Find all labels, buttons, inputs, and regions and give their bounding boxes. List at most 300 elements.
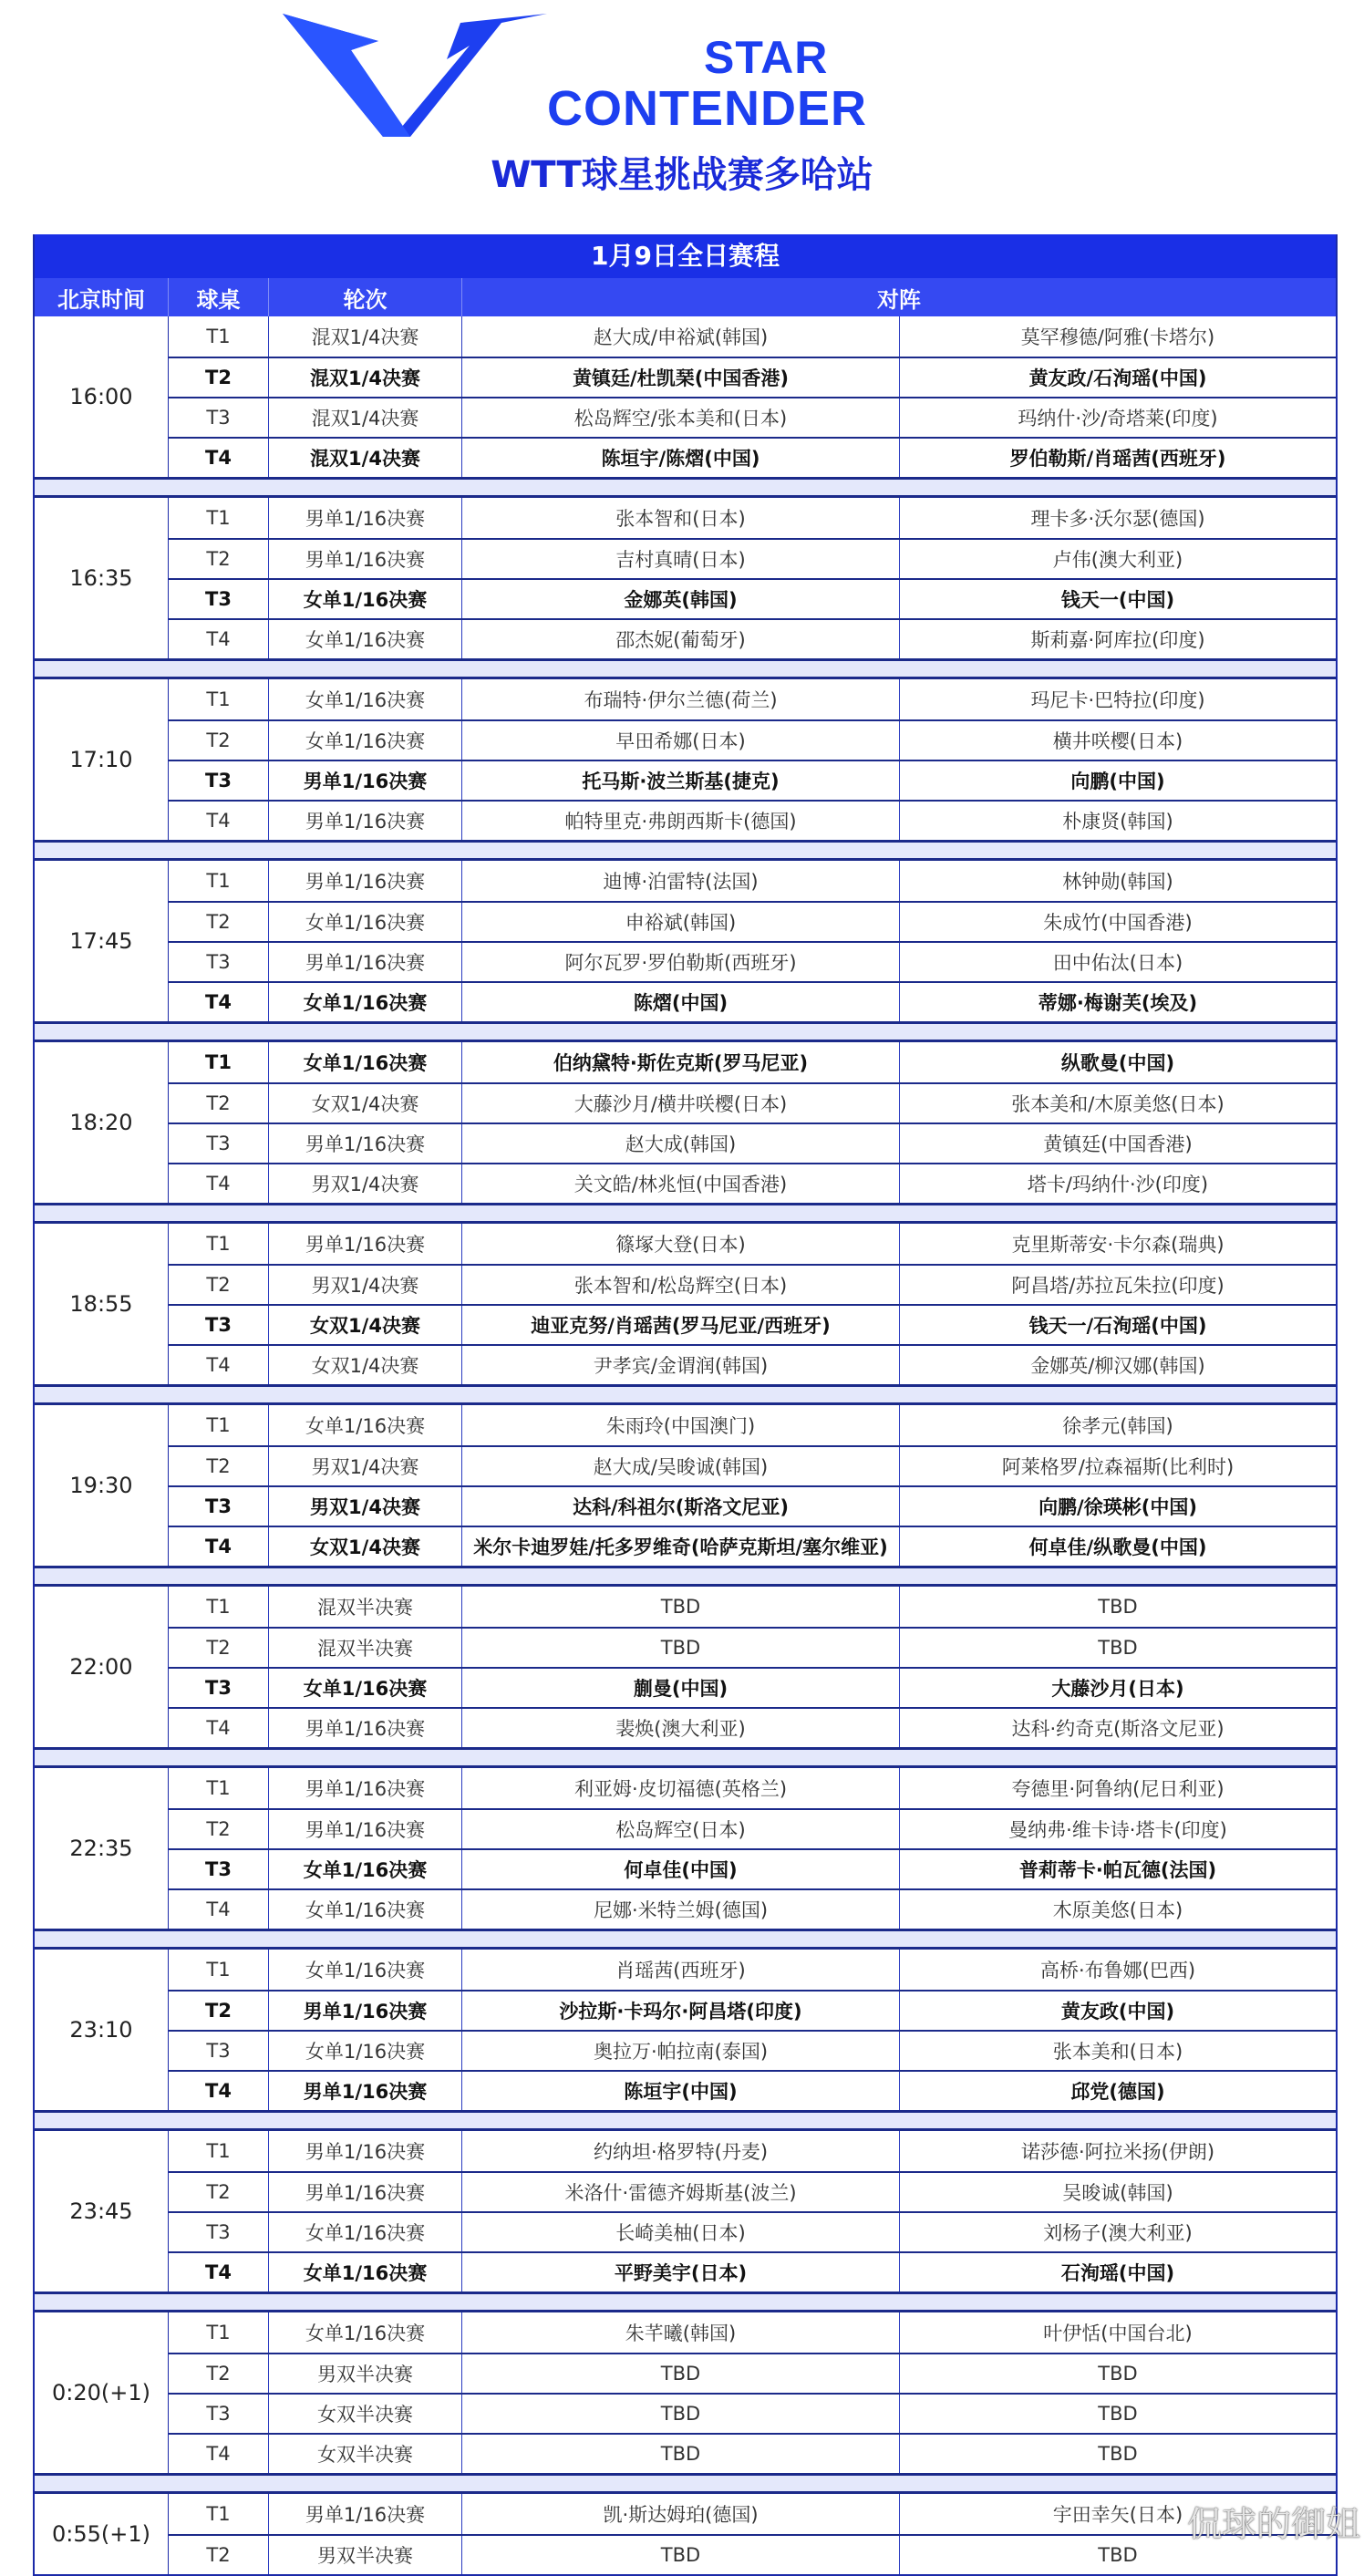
table-cell: T3 (169, 398, 269, 437)
time-group (35, 677, 1336, 840)
table-row (169, 578, 1336, 618)
time-group (35, 1221, 1336, 1384)
player1-cell: 约纳坦·格罗特(丹麦) (462, 2131, 900, 2171)
group-rows (169, 1042, 1336, 1203)
player2-cell: 纵歌曼(中国) (1060, 1052, 1175, 1074)
time-group (35, 1765, 1336, 1929)
date-title: 1月9日全日赛程 (35, 234, 1336, 278)
table-cell: T4 (169, 1346, 269, 1384)
player2-cell: 阿昌塔/苏拉瓦朱拉(印度) (1011, 1275, 1224, 1297)
player2-cell: 金娜英/柳汉娜(韩国) (1030, 1355, 1205, 1377)
player1-cell: TBD (462, 2435, 900, 2473)
group-rows (169, 316, 1336, 477)
round-cell: 男单1/16决赛 (269, 943, 462, 981)
group-rows (169, 2131, 1336, 2292)
player1-cell: 布瑞特·伊尔兰德(荷兰) (462, 679, 900, 719)
group-rows (169, 1768, 1336, 1929)
table-row (169, 1042, 1336, 1082)
table-row (169, 760, 1336, 800)
group-rows (169, 1405, 1336, 1566)
player2-cell: 横井咲樱(日本) (1052, 730, 1183, 752)
table-row (169, 2131, 1336, 2171)
player1-cell: 裴焕(澳大利亚) (462, 1709, 900, 1747)
player1-cell: TBD (462, 1587, 900, 1627)
table-cell: T4 (169, 1164, 269, 1203)
table-cell: T4 (169, 2435, 269, 2473)
table-row (169, 1163, 1336, 1203)
group-rows (169, 679, 1336, 840)
player1-cell: 陈垣宇/陈熠(中国) (462, 439, 900, 477)
table-cell: T1 (169, 498, 269, 538)
header-table: 球桌 (169, 278, 269, 316)
group-rows (169, 498, 1336, 658)
player2-cell: 叶伊恬(中国台北) (1043, 2323, 1193, 2344)
table-row (169, 2251, 1336, 2292)
group-separator (35, 2110, 1336, 2128)
watermark: 侃球的御姐 (1186, 2504, 1360, 2544)
player2-cell: 高桥·布鲁娜(巴西) (1039, 1960, 1196, 1981)
round-cell: 男单1/16决赛 (269, 2131, 462, 2171)
table-cell: T4 (169, 2253, 269, 2292)
table-cell: T1 (169, 1042, 269, 1082)
table-cell: T2 (169, 2536, 269, 2574)
player1-cell: 迪博·泊雷特(法国) (462, 861, 900, 901)
round-cell: 女单1/16决赛 (269, 1950, 462, 1990)
time-cell: 23:10 (35, 1950, 169, 2110)
player2-cell: 黄镇廷(中国香港) (1043, 1133, 1193, 1155)
table-row (169, 1587, 1336, 1627)
player1-cell: TBD (462, 1629, 900, 1667)
player1-cell: 陈熠(中国) (462, 983, 900, 1021)
table-cell: T3 (169, 2032, 269, 2070)
table-row (169, 2070, 1336, 2110)
time-group (35, 2491, 1336, 2574)
table-row (169, 1848, 1336, 1888)
player2-cell: 林钟勋(韩国) (1062, 871, 1173, 893)
header-round: 轮次 (269, 278, 462, 316)
player2-cell: 刘杨子(澳大利亚) (1043, 2222, 1193, 2244)
player2-cell: 蒂娜·梅谢芙(埃及) (1038, 992, 1198, 1014)
round-cell: 男单1/16决赛 (269, 1810, 462, 1848)
time-group (35, 1402, 1336, 1566)
player2-cell: 莫罕穆德/阿雅(卡塔尔) (1020, 326, 1215, 348)
player2-cell: 何卓佳/纵歌曼(中国) (1028, 1536, 1207, 1558)
table-cell: T3 (169, 761, 269, 800)
table-row (169, 316, 1336, 357)
table-cell: T1 (169, 679, 269, 719)
table-row (169, 397, 1336, 437)
group-separator (35, 477, 1336, 495)
group-rows (169, 1224, 1336, 1384)
time-cell: 18:20 (35, 1042, 169, 1203)
round-cell: 混双1/4决赛 (269, 439, 462, 477)
player1-cell: 米尔卡迪罗娃/托多罗维奇(哈萨克斯坦/塞尔维亚) (462, 1527, 900, 1566)
group-rows (169, 2494, 1336, 2574)
player1-cell: 何卓佳(中国) (462, 1850, 900, 1888)
table-cell: T2 (169, 2173, 269, 2211)
time-cell: 0:55(+1) (35, 2494, 169, 2574)
table-row (169, 861, 1336, 901)
time-group (35, 1584, 1336, 1747)
player2-cell: 克里斯蒂安·卡尔森(瑞典) (1011, 1234, 1224, 1256)
round-cell: 男单1/16决赛 (269, 802, 462, 840)
table-row (169, 1627, 1336, 1667)
table-row (169, 679, 1336, 719)
player2-cell: 邱党(德国) (1070, 2081, 1165, 2103)
player2-cell: 塔卡/玛纳什·沙(印度) (1027, 1174, 1209, 1195)
round-cell: 混双1/4决赛 (269, 316, 462, 357)
player1-cell: 帕特里克·弗朗西斯卡(德国) (462, 802, 900, 840)
event-title: WTT球星挑战赛多哈站 (491, 154, 873, 196)
round-cell: 女双1/4决赛 (269, 1346, 462, 1384)
logo-contender-text: CONTENDER (547, 81, 868, 136)
player2-cell: 斯莉嘉·阿库拉(印度) (1030, 629, 1205, 651)
player1-cell: 张本智和/松岛辉空(日本) (462, 1266, 900, 1304)
player2-cell: TBD (1098, 2443, 1138, 2465)
player2-cell: TBD (1098, 2403, 1138, 2425)
table-cell: T1 (169, 1950, 269, 1990)
table-row (169, 2433, 1336, 2473)
header-time: 北京时间 (35, 278, 169, 316)
player2-cell: 夸德里·阿鲁纳(尼日利亚) (1011, 1778, 1224, 1800)
round-cell: 混双半决赛 (269, 1587, 462, 1627)
round-cell: 女单1/16决赛 (269, 983, 462, 1021)
round-cell: 混双1/4决赛 (269, 398, 462, 437)
player1-cell: 托马斯·波兰斯基(捷克) (462, 761, 900, 800)
table-row (169, 1526, 1336, 1566)
group-separator (35, 1203, 1336, 1221)
player1-cell: 伯纳黛特·斯佐克斯(罗马尼亚) (462, 1042, 900, 1082)
table-cell: T3 (169, 2213, 269, 2251)
table-cell: T4 (169, 983, 269, 1021)
player1-cell: 黄镇廷/杜凯琹(中国香港) (462, 358, 900, 397)
table-row (169, 2393, 1336, 2433)
round-cell: 女单1/16决赛 (269, 580, 462, 618)
player2-cell: 钱天一/石洵瑶(中国) (1028, 1315, 1207, 1337)
player2-cell: 普莉蒂卡·帕瓦德(法国) (1018, 1859, 1217, 1881)
player1-cell: 长崎美柚(日本) (462, 2213, 900, 2251)
table-row (169, 498, 1336, 538)
table-row (169, 1405, 1336, 1445)
player2-cell: 宇田幸矢(日本) (1052, 2504, 1183, 2526)
time-cell: 23:45 (35, 2131, 169, 2292)
table-row (169, 538, 1336, 578)
round-cell: 女单1/16决赛 (269, 2213, 462, 2251)
table-cell: T4 (169, 2072, 269, 2110)
table-cell: T2 (169, 903, 269, 941)
player1-cell: 邵杰妮(葡萄牙) (462, 620, 900, 658)
player2-cell: 向鹏(中国) (1070, 771, 1165, 792)
table-row (169, 2353, 1336, 2393)
time-cell: 0:20(+1) (35, 2312, 169, 2473)
table-row (169, 1082, 1336, 1122)
player1-cell: 米洛什·雷德齐姆斯基(波兰) (462, 2173, 900, 2211)
table-cell: T1 (169, 1405, 269, 1445)
round-cell: 女双1/4决赛 (269, 1306, 462, 1344)
group-separator (35, 1929, 1336, 1947)
group-separator (35, 658, 1336, 677)
round-cell: 女单1/16决赛 (269, 903, 462, 941)
round-cell: 女单1/16决赛 (269, 721, 462, 760)
player2-cell: 徐孝元(韩国) (1062, 1415, 1173, 1437)
round-cell: 女双1/4决赛 (269, 1084, 462, 1122)
player1-cell: 早田希娜(日本) (462, 721, 900, 760)
player2-cell: 黄友政(中国) (1060, 2001, 1175, 2023)
player1-cell: 平野美宇(日本) (462, 2253, 900, 2292)
player2-cell: 理卡多·沃尔瑟(德国) (1030, 508, 1205, 530)
round-cell: 男单1/16决赛 (269, 1124, 462, 1163)
time-group (35, 858, 1336, 1021)
round-cell: 女单1/16决赛 (269, 1890, 462, 1929)
table-cell: T2 (169, 358, 269, 397)
group-separator (35, 1566, 1336, 1584)
table-row (169, 1768, 1336, 1808)
table-cell: T2 (169, 1629, 269, 1667)
player2-cell: TBD (1098, 2544, 1138, 2566)
group-rows (169, 2312, 1336, 2473)
table-row (169, 901, 1336, 941)
player1-cell: 赵大成(韩国) (462, 1124, 900, 1163)
round-cell: 男双1/4决赛 (269, 1487, 462, 1526)
round-cell: 男双1/4决赛 (269, 1266, 462, 1304)
player2-cell: 阿莱格罗/拉森福斯(比利时) (1001, 1456, 1235, 1478)
player2-cell: 罗伯勒斯/肖瑶茜(西班牙) (1009, 448, 1226, 470)
round-cell: 女单1/16决赛 (269, 2253, 462, 2292)
player1-cell: 松岛辉空(日本) (462, 1810, 900, 1848)
player1-cell: 尹孝宾/金谓润(韩国) (462, 1346, 900, 1384)
player1-cell: 朱芊曦(韩国) (462, 2312, 900, 2353)
player2-cell: 张本美和/木原美悠(日本) (1011, 1093, 1224, 1115)
player2-cell: 钱天一(中国) (1060, 589, 1175, 611)
time-group (35, 2310, 1336, 2473)
round-cell: 男单1/16决赛 (269, 761, 462, 800)
table-cell: T3 (169, 1850, 269, 1888)
table-row (169, 1224, 1336, 1264)
round-cell: 女单1/16决赛 (269, 679, 462, 719)
round-cell: 女双半决赛 (269, 2435, 462, 2473)
table-cell: T3 (169, 1669, 269, 1707)
group-separator (35, 2292, 1336, 2310)
player1-cell: 迪亚克努/肖瑶茜(罗马尼亚/西班牙) (462, 1306, 900, 1344)
table-cell: T4 (169, 1527, 269, 1566)
table-cell: T3 (169, 1487, 269, 1526)
player2-cell: 卢伟(澳大利亚) (1052, 549, 1183, 571)
table-cell: T2 (169, 1266, 269, 1304)
round-cell: 女双1/4决赛 (269, 1527, 462, 1566)
round-cell: 女单1/16决赛 (269, 1042, 462, 1082)
player1-cell: 沙拉斯·卡玛尔·阿昌塔(印度) (462, 1991, 900, 2030)
table-row (169, 2494, 1336, 2534)
player2-cell: 田中佑汰(日本) (1052, 952, 1183, 974)
round-cell: 男单1/16决赛 (269, 2072, 462, 2110)
group-separator (35, 1747, 1336, 1765)
table-cell: T3 (169, 2395, 269, 2433)
time-group (35, 1947, 1336, 2110)
logo-star-text: STAR (704, 32, 829, 83)
table-cell: T2 (169, 2354, 269, 2393)
table-cell: T3 (169, 1124, 269, 1163)
round-cell: 男双半决赛 (269, 2536, 462, 2574)
table-row (169, 1808, 1336, 1848)
schedule-table (33, 234, 1338, 2576)
player2-cell: 石洵瑶(中国) (1060, 2262, 1175, 2284)
table-cell: T2 (169, 721, 269, 760)
table-row (169, 1667, 1336, 1707)
player2-cell: 诺莎德·阿拉米扬(伊朗) (1020, 2141, 1215, 2163)
player1-cell: TBD (462, 2536, 900, 2574)
player1-cell: 关文皓/林兆恒(中国香港) (462, 1164, 900, 1203)
player1-cell: TBD (462, 2354, 900, 2393)
table-cell: T4 (169, 1709, 269, 1747)
round-cell: 男双1/4决赛 (269, 1447, 462, 1485)
player2-cell: 曼纳弗·维卡诗·塔卡(印度) (1008, 1819, 1227, 1841)
round-cell: 男单1/16决赛 (269, 1709, 462, 1747)
player1-cell: 阿尔瓦罗·罗伯勒斯(西班牙) (462, 943, 900, 981)
round-cell: 男单1/16决赛 (269, 540, 462, 578)
table-body (35, 316, 1336, 2574)
player1-cell: 蒯曼(中国) (462, 1669, 900, 1707)
round-cell: 男双1/4决赛 (269, 1164, 462, 1203)
player2-cell: TBD (1098, 1596, 1138, 1618)
player1-cell: 达科/科祖尔(斯洛文尼亚) (462, 1487, 900, 1526)
round-cell: 男单1/16决赛 (269, 498, 462, 538)
player1-cell: 松岛辉空/张本美和(日本) (462, 398, 900, 437)
round-cell: 男单1/16决赛 (269, 861, 462, 901)
round-cell: 混双半决赛 (269, 1629, 462, 1667)
round-cell: 女单1/16决赛 (269, 1669, 462, 1707)
player1-cell: 张本智和(日本) (462, 498, 900, 538)
round-cell: 混双1/4决赛 (269, 358, 462, 397)
group-separator (35, 2473, 1336, 2491)
table-row (169, 981, 1336, 1021)
player2-cell: 朱成竹(中国香港) (1043, 912, 1193, 934)
table-cell: T2 (169, 1991, 269, 2030)
table-cell: T4 (169, 1890, 269, 1929)
table-cell: T1 (169, 2312, 269, 2353)
group-rows (169, 1950, 1336, 2110)
table-cell: T4 (169, 620, 269, 658)
table-cell: T4 (169, 439, 269, 477)
table-cell: T2 (169, 1084, 269, 1122)
table-cell: T1 (169, 2131, 269, 2171)
table-row (169, 1264, 1336, 1304)
player2-cell: 玛纳什·沙/奇塔莱(印度) (1018, 408, 1218, 429)
player1-cell: 金娜英(韩国) (462, 580, 900, 618)
group-rows (169, 861, 1336, 1021)
table-row (169, 2171, 1336, 2211)
table-row (169, 357, 1336, 397)
table-row (169, 437, 1336, 477)
player2-cell: 大藤沙月(日本) (1051, 1678, 1184, 1700)
round-cell: 女双半决赛 (269, 2395, 462, 2433)
time-group (35, 2128, 1336, 2292)
player2-cell: 达科·约奇克(斯洛文尼亚) (1011, 1718, 1224, 1740)
player1-cell: 赵大成/吴晙诚(韩国) (462, 1447, 900, 1485)
player1-cell: TBD (462, 2395, 900, 2433)
table-cell: T1 (169, 2494, 269, 2534)
player1-cell: 篠塚大登(日本) (462, 1224, 900, 1264)
table-row (169, 1990, 1336, 2030)
table-cell: T2 (169, 540, 269, 578)
player2-cell: 木原美悠(日本) (1052, 1899, 1183, 1921)
round-cell: 女单1/16决赛 (269, 1405, 462, 1445)
round-cell: 男单1/16决赛 (269, 2494, 462, 2534)
player1-cell: 凯·斯达姆珀(德国) (462, 2494, 900, 2534)
time-group (35, 495, 1336, 658)
table-cell: T3 (169, 1306, 269, 1344)
table-row (169, 1707, 1336, 1747)
player2-cell: 玛尼卡·巴特拉(印度) (1030, 689, 1205, 711)
table-cell: T1 (169, 1768, 269, 1808)
table-row (169, 719, 1336, 760)
table-cell: T1 (169, 316, 269, 357)
round-cell: 男单1/16决赛 (269, 1224, 462, 1264)
table-row (169, 1445, 1336, 1485)
time-cell: 18:55 (35, 1224, 169, 1384)
table-cell: T1 (169, 1224, 269, 1264)
round-cell: 女单1/16决赛 (269, 2312, 462, 2353)
table-row (169, 800, 1336, 840)
player2-cell: 朴康贤(韩国) (1062, 811, 1173, 833)
player1-cell: 肖瑶茜(西班牙) (462, 1950, 900, 1990)
table-row (169, 1344, 1336, 1384)
group-separator (35, 1021, 1336, 1040)
table-row (169, 2211, 1336, 2251)
player2-cell: TBD (1098, 1637, 1138, 1659)
header-match: 对阵 (877, 286, 921, 313)
round-cell: 男单1/16决赛 (269, 1991, 462, 2030)
time-cell: 16:35 (35, 498, 169, 658)
table-cell: T4 (169, 802, 269, 840)
table-row (169, 1122, 1336, 1163)
table-cell: T3 (169, 580, 269, 618)
player1-cell: 吉村真晴(日本) (462, 540, 900, 578)
table-row (169, 618, 1336, 658)
player1-cell: 利亚姆·皮切福德(英格兰) (462, 1768, 900, 1808)
table-row (169, 1950, 1336, 1990)
table-row (169, 941, 1336, 981)
player1-cell: 赵大成/申裕斌(韩国) (462, 316, 900, 357)
player1-cell: 尼娜·米特兰姆(德国) (462, 1890, 900, 1929)
table-cell: T1 (169, 1587, 269, 1627)
player1-cell: 朱雨玲(中国澳门) (462, 1405, 900, 1445)
round-cell: 男单1/16决赛 (269, 1768, 462, 1808)
player1-cell: 陈垣宇(中国) (462, 2072, 900, 2110)
player2-cell: 向鹏/徐瑛彬(中国) (1038, 1496, 1197, 1518)
player1-cell: 奥拉万·帕拉南(泰国) (462, 2032, 900, 2070)
round-cell: 男单1/16决赛 (269, 2173, 462, 2211)
time-cell: 17:10 (35, 679, 169, 840)
table-header (35, 278, 1336, 316)
player2-cell: TBD (1098, 2363, 1138, 2385)
group-separator (35, 1384, 1336, 1402)
player2-cell: 张本美和(日本) (1052, 2041, 1183, 2063)
player1-cell: 大藤沙月/横井咲樱(日本) (462, 1084, 900, 1122)
table-row (169, 1304, 1336, 1344)
time-cell: 22:00 (35, 1587, 169, 1747)
table-row (169, 1485, 1336, 1526)
round-cell: 女单1/16决赛 (269, 1850, 462, 1888)
player1-cell: 申裕斌(韩国) (462, 903, 900, 941)
time-cell: 19:30 (35, 1405, 169, 1566)
table-cell: T2 (169, 1447, 269, 1485)
time-cell: 22:35 (35, 1768, 169, 1929)
table-cell: T1 (169, 861, 269, 901)
table-row (169, 1888, 1336, 1929)
table-cell: T3 (169, 943, 269, 981)
table-row (169, 2030, 1336, 2070)
player2-cell: 吴晙诚(韩国) (1062, 2182, 1173, 2204)
